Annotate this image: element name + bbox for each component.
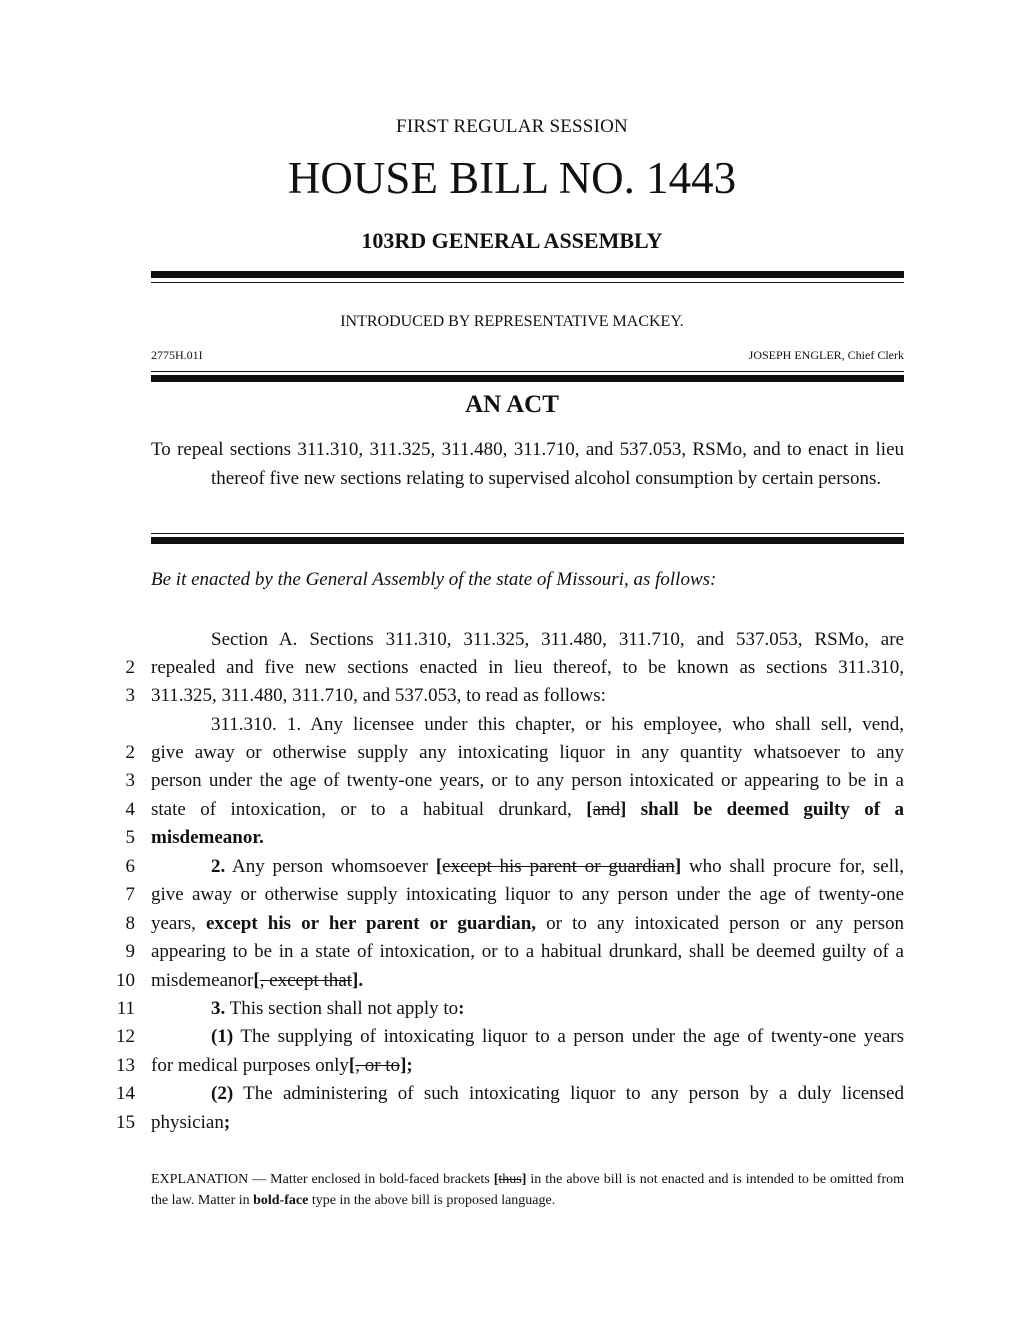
bill-text-line <box>151 910 904 938</box>
line-number: 3 <box>125 685 135 706</box>
line-text: years, <box>151 913 206 934</box>
deleted-text: , except that <box>259 970 353 991</box>
bill-text-line <box>151 1109 904 1137</box>
header-rule-thick <box>151 271 904 278</box>
added-text: 2. <box>211 856 226 877</box>
line-number: 9 <box>125 941 135 962</box>
deleted-text: thus <box>498 1172 522 1187</box>
bracket: [ <box>493 1172 499 1187</box>
line-text: state of intoxication, or to a habitual drunkard, <box>151 799 587 820</box>
line-text: The administering of such intoxicating liquor to any person by a duly licensed <box>233 1083 904 1104</box>
enacting-clause: Be it enacted by the General Assembly of the state of Missouri, as follows: <box>151 569 717 590</box>
explanation-note <box>151 1169 904 1211</box>
act-heading: AN ACT <box>465 391 559 418</box>
deleted-text: except his parent or guardian <box>442 856 675 877</box>
document-number: 2775H.01I <box>151 348 203 362</box>
line-number: 4 <box>125 799 135 820</box>
added-text: (2) <box>211 1083 234 1104</box>
bill-text-line <box>151 853 904 881</box>
explanation-text: in the above bill is not enacted and is intended to be omitted from the law. Matter in <box>151 1172 904 1208</box>
line-number: 7 <box>125 884 135 905</box>
bill-text-line: Section A. Sections 311.310, 311.325, 311.480, 311.710, and 537.053, RSMo, are <box>211 629 904 650</box>
added-text: : <box>458 998 465 1019</box>
bracket: ] <box>620 799 627 820</box>
bill-text-line <box>151 796 904 824</box>
bill-text-line: 311.310. 1. Any licensee under this chapter, or his employee, who shall sell, vend, <box>211 714 904 735</box>
bracket: [ <box>586 799 593 820</box>
line-number: 10 <box>116 970 135 991</box>
bracket: ]; <box>400 1055 413 1076</box>
bill-text-line: give away or otherwise supply any intoxicating liquor in any quantity whatsoever to any <box>151 742 904 763</box>
line-number: 2 <box>125 742 135 763</box>
line-number: 6 <box>125 856 135 877</box>
bill-text-line <box>151 1052 904 1080</box>
act-rule-thin <box>151 371 904 372</box>
deleted-text: , or to <box>355 1055 401 1076</box>
added-text: bold-face <box>253 1193 309 1208</box>
line-number: 15 <box>116 1112 135 1133</box>
line-text: who shall procure for, sell, <box>681 856 904 877</box>
assembly-label: 103RD GENERAL ASSEMBLY <box>361 228 663 253</box>
line-number: 11 <box>116 998 135 1019</box>
bill-text-line: misdemeanor. <box>151 827 264 848</box>
line-number: 14 <box>116 1083 135 1104</box>
header-rule-thin <box>151 282 904 283</box>
line-number: 13 <box>116 1055 135 1076</box>
line-number: 12 <box>116 1026 135 1047</box>
line-text: for medical purposes only <box>151 1055 349 1076</box>
bracket: ] <box>521 1172 527 1187</box>
explanation-text: type in the above bill is proposed language. <box>308 1193 556 1208</box>
bracket: ] <box>674 856 682 877</box>
bracket: [ <box>435 856 443 877</box>
session-label: FIRST REGULAR SESSION <box>396 116 628 137</box>
bill-text-line <box>151 967 904 995</box>
line-text: misdemeanor <box>151 970 254 991</box>
bracket: [ <box>348 1055 356 1076</box>
line-text: or to any intoxicated person or any person <box>536 913 904 934</box>
bill-title: HOUSE BILL NO. 1443 <box>287 153 737 203</box>
line-number: 8 <box>125 913 135 934</box>
line-number: 5 <box>125 827 135 848</box>
bracket: [ <box>253 970 260 991</box>
line-text: Any person whomsoever <box>225 856 436 877</box>
title-rule-thin <box>151 533 904 534</box>
line-number: 2 <box>125 657 135 678</box>
added-text: except his or her parent or guardian, <box>205 913 537 934</box>
line-text: physician <box>151 1112 224 1133</box>
chief-clerk: JOSEPH ENGLER, Chief Clerk <box>748 348 904 362</box>
bill-text-line: repealed and five new sections enacted in lieu thereof, to be known as sections 311.310, <box>151 657 904 678</box>
deleted-text: and <box>592 799 620 820</box>
bill-text-line: person under the age of twenty-one years, or to any person intoxicated or appearing to be in a <box>151 770 904 791</box>
title-rule-thick <box>151 537 904 544</box>
explanation-text: EXPLANATION — Matter enclosed in bold-faced brackets <box>151 1172 494 1187</box>
added-text: 3. <box>211 998 226 1019</box>
bracket: ]. <box>352 970 364 991</box>
added-text: shall be deemed guilty of a <box>626 799 905 820</box>
bill-text-line <box>151 1023 904 1051</box>
bill-text-line: give away or otherwise supply intoxicating liquor to any person under the age of twenty-one <box>151 884 904 905</box>
introduced-by: INTRODUCED BY REPRESENTATIVE MACKEY. <box>340 313 684 330</box>
added-text: (1) <box>211 1026 234 1047</box>
line-text: The supplying of intoxicating liquor to a person under the age of twenty-one years <box>233 1026 904 1047</box>
act-title: To repeal sections 311.310, 311.325, 311.480, 311.710, and 537.053, RSMo, and to enact in lieu thereof five new sections relating to supervised alcohol consumption by certain persons. <box>151 439 904 489</box>
line-text: This section shall not apply to <box>225 998 459 1019</box>
bill-text-line: 311.325, 311.480, 311.710, and 537.053, to read as follows: <box>151 685 606 706</box>
line-number: 3 <box>125 770 135 791</box>
bill-text-line: appearing to be in a state of intoxication, or to a habitual drunkard, shall be deemed guilty of a <box>151 941 904 962</box>
added-text: ; <box>223 1112 231 1133</box>
bill-text-line <box>151 1080 904 1108</box>
act-rule-thick <box>151 375 904 382</box>
bill-text-line <box>151 995 904 1023</box>
